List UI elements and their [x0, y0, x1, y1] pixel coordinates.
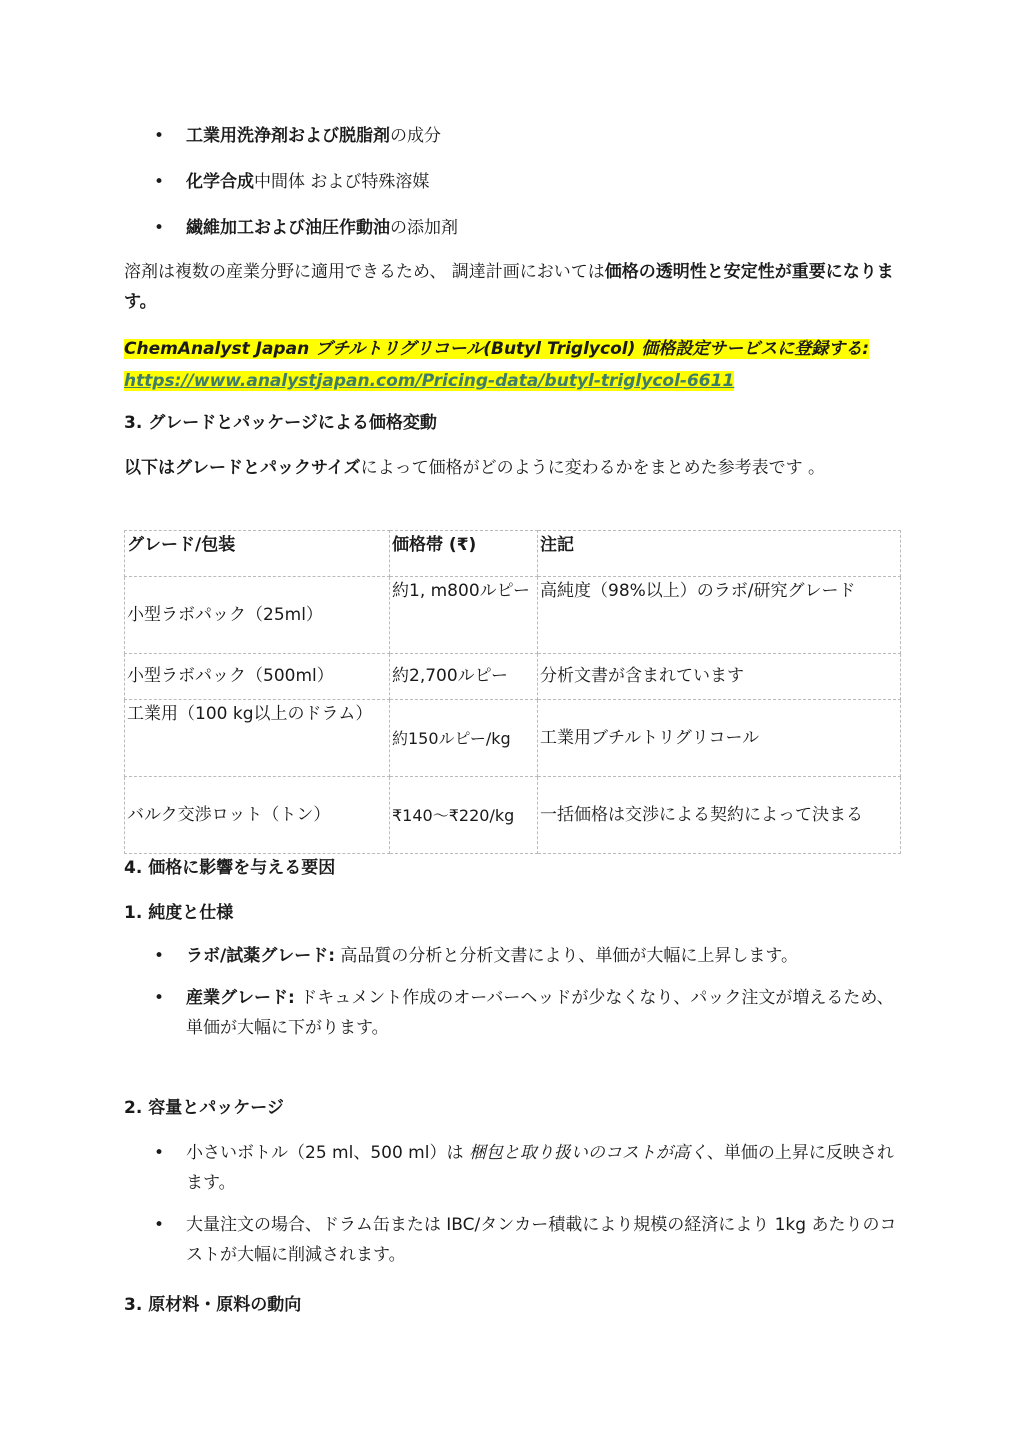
table-cell: 約2,700ルピー — [390, 654, 538, 700]
subsection-materials-heading: 3. 原材料・原料の動向 — [124, 1295, 302, 1315]
table-header-row — [125, 531, 901, 577]
intro-bold: 以下はグレードとパックサイズ — [124, 458, 361, 478]
table-cell: 一括価格は交渉による契約によって決まる — [538, 777, 901, 854]
purity-list — [124, 941, 900, 1043]
list-item-italic: 梱包と取り扱いのコストが高く — [468, 1143, 707, 1163]
capacity-list — [124, 1138, 900, 1270]
section-3-intro — [124, 453, 900, 483]
header-notes: 注記 — [538, 531, 901, 577]
list-item-bold: 工業用洗浄剤および脱脂剤 — [186, 126, 390, 146]
table-cell: 約150ルピー/kg — [390, 700, 538, 777]
header-price: 価格帯 (₹) — [390, 531, 538, 577]
table-row — [125, 700, 901, 777]
list-item-bold: 化学合成 — [186, 172, 254, 192]
paragraph-bold: 価格の透明性と安定性が重要になります。 — [124, 262, 894, 312]
subsection-purity-heading: 1. 純度と仕様 — [124, 903, 234, 923]
table-cell: 高純度（98%以上）のラボ/研究グレード — [538, 577, 901, 654]
list-item-text: 中間体 および特殊溶媒 — [254, 172, 430, 192]
promo-text — [124, 339, 869, 391]
promo-banner — [124, 333, 900, 397]
list-item — [124, 1210, 900, 1270]
table-cell: ₹140〜₹220/kg — [390, 777, 538, 854]
paragraph-text: 溶剤は複数の産業分野に適用できるため、 調達計画においては — [124, 262, 605, 282]
list-item-text: の添加剤 — [390, 218, 458, 238]
table-cell: 工業用ブチルトリグリコール — [538, 700, 901, 777]
table-cell: 小型ラボパック（25ml） — [125, 577, 390, 654]
list-item — [124, 213, 900, 243]
table-row — [125, 577, 901, 654]
table-row — [125, 777, 901, 854]
section-4-heading: 4. 価格に影響を与える要因 — [124, 858, 336, 878]
list-item-bold: 産業グレード: — [186, 988, 295, 1008]
promo-label: ChemAnalyst Japan ブチルトリグリコール(Butyl Triglycol) 価格設定サービスに登録する: — [124, 339, 870, 359]
list-item-text: ドキュメント作成のオーバーヘッドが少なくなり、パック注文が増えるため、単価が大幅に下がります。 — [186, 988, 894, 1038]
list-item-text: の成分 — [390, 126, 441, 146]
list-item-text: 高品質の分析と分析文書により、単価が大幅に上昇します。 — [335, 946, 799, 966]
list-item — [124, 121, 900, 151]
list-item-bold: 繊維加工および油圧作動油 — [186, 218, 390, 238]
header-grade: グレード/包装 — [125, 531, 390, 577]
list-item-text: 小さいボトル（25 ml、500 ml）は — [186, 1143, 469, 1163]
list-item — [124, 983, 900, 1043]
subsection-capacity-heading: 2. 容量とパッケージ — [124, 1098, 284, 1118]
pricing-link[interactable]: https://www.analystjapan.com/Pricing-data/butyl-triglycol-6611 — [124, 371, 735, 391]
table-cell: 分析文書が含まれています — [538, 654, 901, 700]
section-3-heading: 3. グレードとパッケージによる価格変動 — [124, 413, 437, 433]
table-cell: 小型ラボパック（500ml） — [125, 654, 390, 700]
list-item-text: 、単価の上昇に反映されます。 — [186, 1143, 894, 1193]
table-cell: 工業用（100 kg以上のドラム） — [125, 700, 390, 777]
table-cell: 約1, m800ルピー — [390, 577, 538, 654]
intro-text: によって価格がどのように変わるかをまとめた参考表です 。 — [360, 458, 826, 478]
list-item-text: 大量注文の場合、ドラム缶または IBC/タンカー積載により規模の経済により 1kg あたりのコストが大幅に削減されます。 — [186, 1215, 897, 1265]
list-item-bold: ラボ/試薬グレード: — [186, 946, 336, 966]
table-cell: バルク交渉ロット（トン） — [125, 777, 390, 854]
top-bullet-list — [124, 121, 900, 243]
list-item — [124, 941, 900, 971]
table-row — [125, 654, 901, 700]
list-item — [124, 167, 900, 197]
list-item — [124, 1138, 900, 1198]
price-table — [124, 530, 901, 854]
paragraph-solvent — [124, 257, 900, 317]
